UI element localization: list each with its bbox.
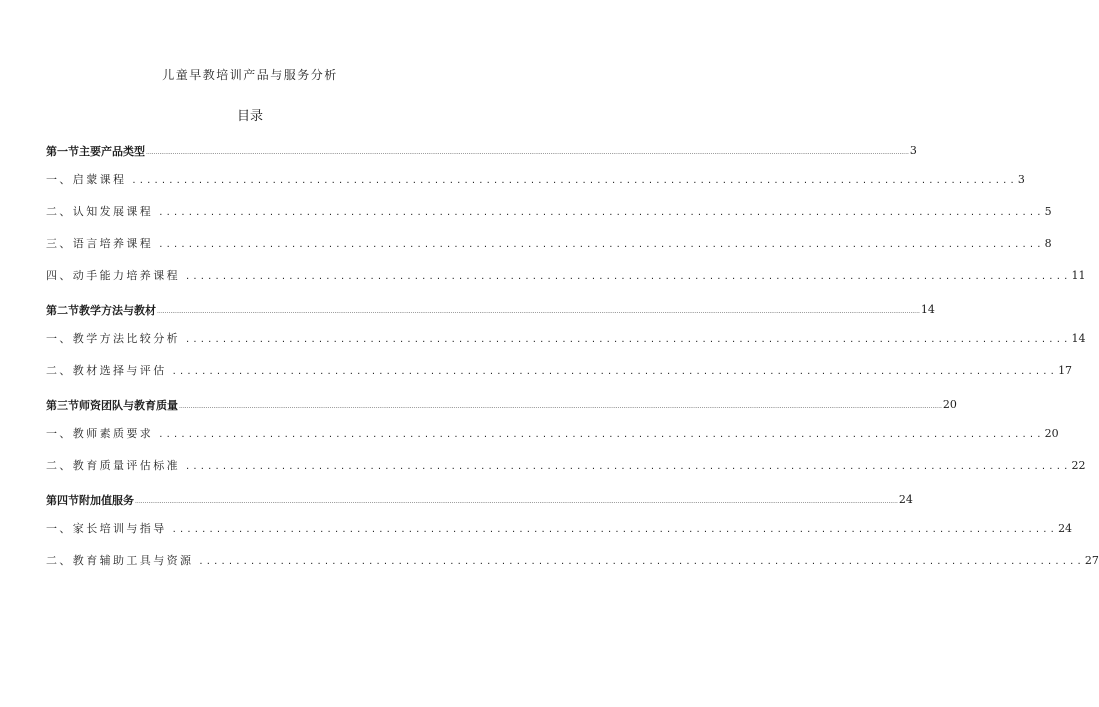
toc-dot-leader: ........................................................................................................................ (159, 206, 1045, 218)
toc-entry-label: 一、教师素质要求 (46, 427, 154, 440)
toc-dot-leader: ........................................................................................................................ (199, 555, 1085, 567)
toc-page-number: 3 (1017, 172, 1025, 186)
toc-entry-label: 一、启蒙课程 (46, 173, 127, 186)
table-of-contents (46, 132, 1099, 576)
toc-entry-label: 二、教育质量评估标准 (46, 459, 180, 472)
toc-entry-label: 三、语言培养课程 (46, 237, 154, 250)
toc-dot-leader: ........................................................................................................................ (132, 174, 1018, 186)
toc-item-entry[interactable] (46, 259, 1086, 291)
toc-section-entry[interactable] (46, 297, 935, 322)
toc-page-number: 14 (1071, 331, 1086, 345)
toc-item-entry[interactable] (46, 354, 1073, 386)
toc-item-entry[interactable] (46, 512, 1073, 544)
toc-page-number: 3 (909, 144, 917, 157)
toc-entry-label: 第三节师资团队与教育质量 (46, 398, 178, 412)
toc-item-entry[interactable] (46, 417, 1059, 449)
toc-dot-leader: ........................................................................................................................ (186, 460, 1072, 472)
toc-entry-label: 第四节附加值服务 (46, 493, 134, 507)
toc-dot-leader: ........................................................................................................................ (172, 365, 1059, 377)
toc-entry-label: 四、动手能力培养课程 (46, 269, 180, 282)
toc-item-entry[interactable] (46, 449, 1086, 481)
toc-page-number: 17 (1058, 363, 1073, 377)
toc-dot-leader: ................................................................................................................................................................................................................................................................................................................................................................................................................ (146, 148, 909, 156)
toc-entry-label: 二、教育辅助工具与资源 (46, 554, 194, 567)
toc-page-number: 11 (1071, 268, 1086, 282)
toc-dot-leader: ........................................................................................................................ (186, 270, 1072, 282)
toc-entry-label: 二、认知发展课程 (46, 205, 154, 218)
toc-section-entry[interactable] (46, 392, 957, 417)
toc-entry-label: 二、教材选择与评估 (46, 364, 167, 377)
toc-entry-label: 一、教学方法比较分析 (46, 332, 180, 345)
toc-item-entry[interactable] (46, 227, 1052, 259)
toc-dot-leader: ................................................................................................................................................................................................................................................................................................................................................................................................................ (135, 497, 898, 505)
toc-page-number: 20 (1044, 426, 1059, 440)
toc-item-entry[interactable] (46, 163, 1025, 195)
toc-section-entry[interactable] (46, 138, 917, 163)
toc-item-entry[interactable] (46, 322, 1086, 354)
toc-page-number: 27 (1084, 553, 1099, 567)
toc-page-number: 24 (1058, 521, 1073, 535)
toc-page-number: 8 (1044, 236, 1052, 250)
toc-page-number: 22 (1071, 458, 1086, 472)
toc-heading: 目录 (236, 109, 263, 124)
toc-dot-leader: ........................................................................................................................ (159, 238, 1045, 250)
toc-page-number: 5 (1044, 204, 1052, 218)
toc-page-number: 24 (898, 493, 913, 506)
toc-dot-leader: ........................................................................................................................ (172, 523, 1059, 535)
toc-dot-leader: ........................................................................................................................ (159, 428, 1045, 440)
toc-dot-leader: ................................................................................................................................................................................................................................................................................................................................................................................................................ (179, 402, 942, 410)
toc-item-entry[interactable] (46, 544, 1099, 576)
toc-dot-leader: ................................................................................................................................................................................................................................................................................................................................................................................................................ (157, 307, 920, 315)
toc-page-number: 20 (942, 398, 957, 411)
toc-section-entry[interactable] (46, 487, 913, 512)
toc-entry-label: 第二节教学方法与教材 (46, 303, 156, 317)
toc-item-entry[interactable] (46, 195, 1052, 227)
toc-entry-label: 一、家长培训与指导 (46, 522, 167, 535)
toc-page-number: 14 (920, 303, 935, 316)
toc-dot-leader: ........................................................................................................................ (186, 333, 1072, 345)
document-title: 儿童早教培训产品与服务分析 (162, 68, 338, 82)
toc-entry-label: 第一节主要产品类型 (46, 144, 145, 158)
